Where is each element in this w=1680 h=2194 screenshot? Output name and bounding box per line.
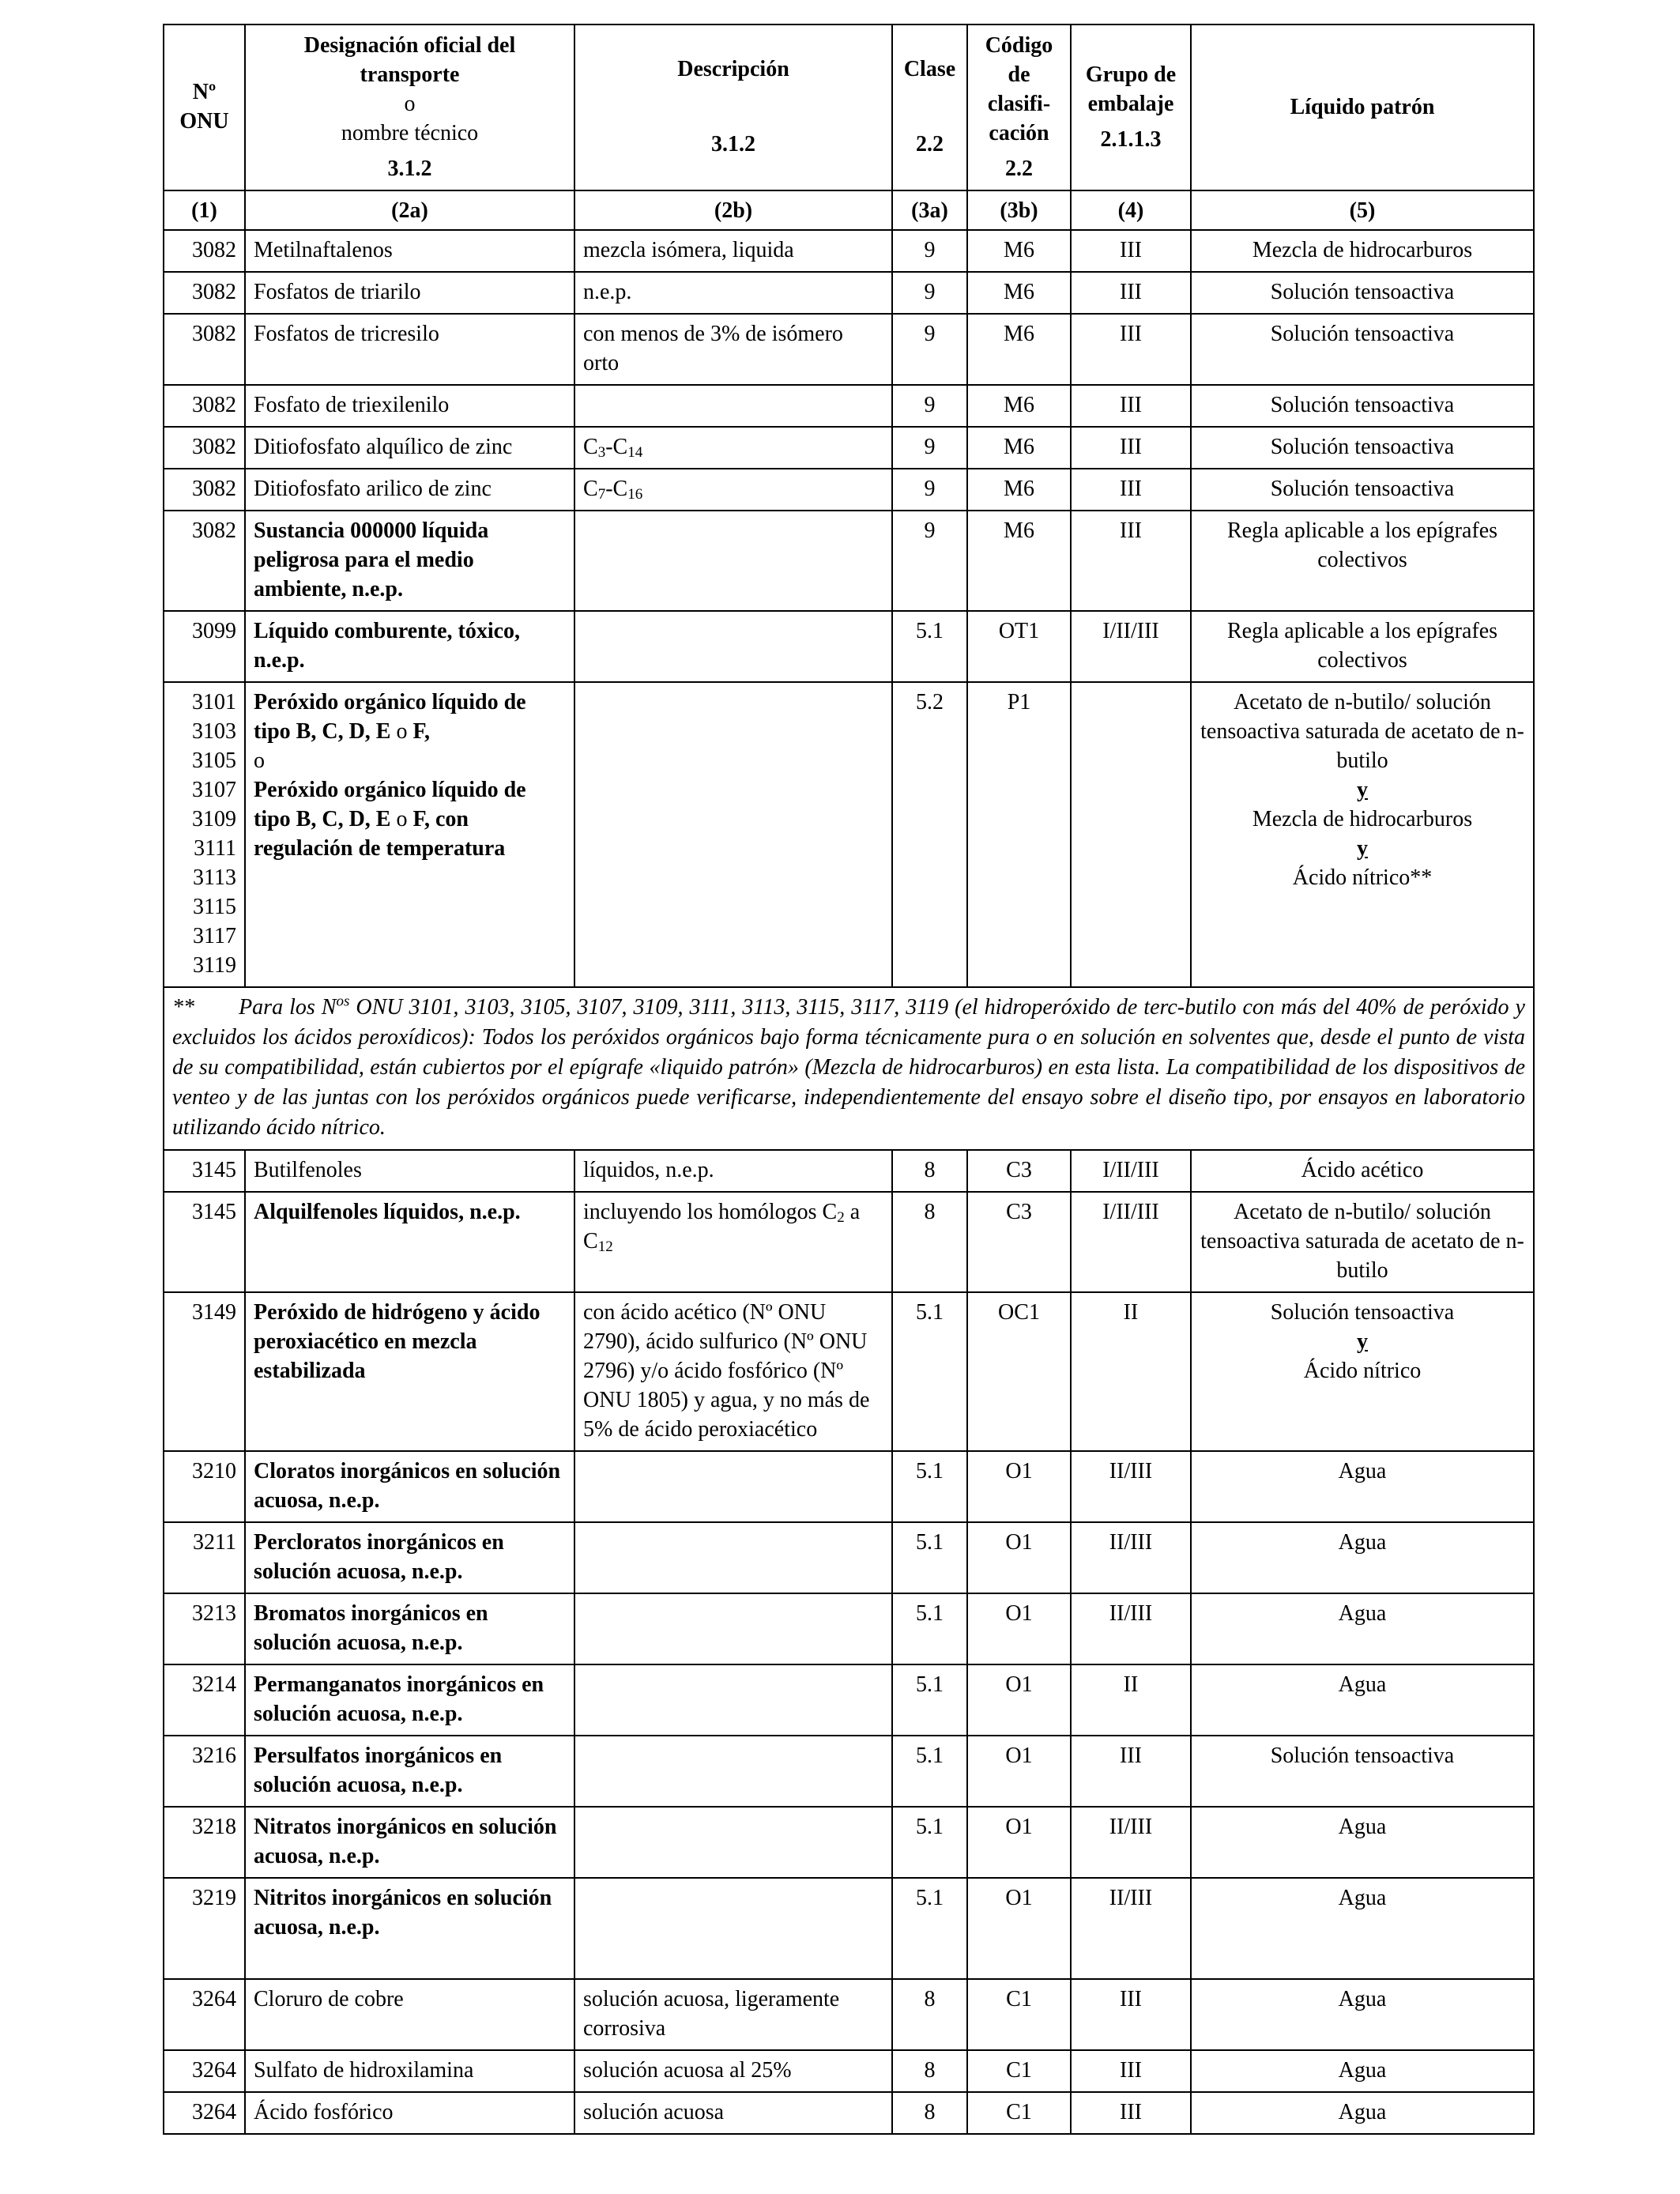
class-cell: 9	[892, 385, 967, 427]
onu-cell: 3211	[164, 1522, 245, 1593]
code-cell: C3	[967, 1192, 1071, 1292]
name-cell: Fosfatos de triarilo	[245, 272, 574, 314]
liquid-cell: Agua	[1191, 1979, 1534, 2050]
code-cell: C1	[967, 1979, 1071, 2050]
liquid-cell: Acetato de n-butilo/ solución tensoactiva saturada de acetato de n-butilo y Mezcla de hidrocarburos y Ácido nítrico**	[1191, 682, 1534, 987]
col-number: (5)	[1191, 190, 1534, 230]
description-cell: mezcla isómera, liquida	[574, 230, 892, 272]
description-cell	[574, 1593, 892, 1664]
table-row	[164, 1451, 1534, 1522]
description-cell	[574, 1878, 892, 1979]
group-cell: I/II/III	[1071, 611, 1191, 682]
name-cell: Percloratos inorgánicos en solución acuosa, n.e.p.	[245, 1522, 574, 1593]
code-cell: M6	[967, 272, 1071, 314]
class-cell: 9	[892, 314, 967, 385]
header-reference-liquid: Líquido patrón	[1191, 25, 1534, 190]
onu-cell: 3082	[164, 230, 245, 272]
name-cell: Líquido comburente, tóxico, n.e.p.	[245, 611, 574, 682]
onu-cell: 3264	[164, 2050, 245, 2092]
group-cell: II	[1071, 1664, 1191, 1736]
table-row	[164, 2050, 1534, 2092]
class-cell: 5.1	[892, 1522, 967, 1593]
class-cell: 5.1	[892, 1292, 967, 1451]
code-cell: O1	[967, 1878, 1071, 1979]
group-cell: III	[1071, 427, 1191, 469]
table-row	[164, 1593, 1534, 1664]
liquid-cell: Agua	[1191, 1878, 1534, 1979]
group-cell: II	[1071, 1292, 1191, 1451]
code-cell: M6	[967, 385, 1071, 427]
table-row	[164, 511, 1534, 611]
name-cell: Cloruro de cobre	[245, 1979, 574, 2050]
class-cell: 9	[892, 230, 967, 272]
description-cell	[574, 611, 892, 682]
name-cell: Sulfato de hidroxilamina	[245, 2050, 574, 2092]
group-cell: III	[1071, 1979, 1191, 2050]
description-cell: solución acuosa, ligeramente corrosiva	[574, 1979, 892, 2050]
name-cell: Cloratos inorgánicos en solución acuosa, n.e.p.	[245, 1451, 574, 1522]
table-row	[164, 682, 1534, 987]
col-number: (2a)	[245, 190, 574, 230]
table-row	[164, 1736, 1534, 1807]
class-cell: 8	[892, 2092, 967, 2134]
class-cell: 5.1	[892, 1878, 967, 1979]
table-row	[164, 469, 1534, 511]
table-row	[164, 385, 1534, 427]
class-cell: 5.1	[892, 1451, 967, 1522]
code-cell: M6	[967, 230, 1071, 272]
liquid-cell: Solución tensoactiva	[1191, 1736, 1534, 1807]
name-cell: Alquilfenoles líquidos, n.e.p.	[245, 1192, 574, 1292]
table-row	[164, 1522, 1534, 1593]
col-number: (2b)	[574, 190, 892, 230]
table-row	[164, 230, 1534, 272]
class-cell: 9	[892, 511, 967, 611]
onu-cell: 3210	[164, 1451, 245, 1522]
group-cell: III	[1071, 469, 1191, 511]
description-cell: solución acuosa	[574, 2092, 892, 2134]
group-cell: III	[1071, 385, 1191, 427]
group-cell	[1071, 682, 1191, 987]
onu-cell: 3101 3103 3105 3107 3109 3111 3113 3115 3117 3119	[164, 682, 245, 987]
group-cell: II/III	[1071, 1878, 1191, 1979]
onu-cell: 3082	[164, 469, 245, 511]
header-packing-group: Grupo de embalaje 2.1.1.3	[1071, 25, 1191, 190]
code-cell: P1	[967, 682, 1071, 987]
group-cell: III	[1071, 2092, 1191, 2134]
liquid-cell: Solución tensoactiva	[1191, 469, 1534, 511]
description-cell: solución acuosa al 25%	[574, 2050, 892, 2092]
name-cell: Ditiofosfato arilico de zinc	[245, 469, 574, 511]
liquid-cell: Regla aplicable a los epígrafes colectivos	[1191, 511, 1534, 611]
table-row	[164, 1979, 1534, 2050]
onu-cell: 3214	[164, 1664, 245, 1736]
description-cell	[574, 1451, 892, 1522]
group-cell: II/III	[1071, 1522, 1191, 1593]
table-row	[164, 272, 1534, 314]
description-cell	[574, 1807, 892, 1878]
class-cell: 8	[892, 2050, 967, 2092]
header-row	[164, 25, 1534, 190]
description-cell	[574, 682, 892, 987]
table-row	[164, 1192, 1534, 1292]
description-cell	[574, 385, 892, 427]
liquid-cell: Acetato de n-butilo/ solución tensoactiva saturada de acetato de n-butilo	[1191, 1192, 1534, 1292]
group-cell: II/III	[1071, 1593, 1191, 1664]
table-row	[164, 1292, 1534, 1451]
class-cell: 9	[892, 272, 967, 314]
name-cell: Fosfato de triexilenilo	[245, 385, 574, 427]
onu-cell: 3082	[164, 427, 245, 469]
group-cell: III	[1071, 230, 1191, 272]
name-cell: Metilnaftalenos	[245, 230, 574, 272]
description-cell: $C_7-C_{16}$	[574, 469, 892, 511]
group-cell: I/II/III	[1071, 1150, 1191, 1192]
onu-cell: 3082	[164, 272, 245, 314]
code-cell: OC1	[967, 1292, 1071, 1451]
group-cell: III	[1071, 272, 1191, 314]
code-cell: O1	[967, 1593, 1071, 1664]
group-cell: III	[1071, 1736, 1191, 1807]
table-row	[164, 1150, 1534, 1192]
liquid-cell: Regla aplicable a los epígrafes colectivos	[1191, 611, 1534, 682]
class-cell: 9	[892, 427, 967, 469]
table-row	[164, 427, 1534, 469]
liquid-cell: Solución tensoactiva	[1191, 272, 1534, 314]
group-cell: II/III	[1071, 1807, 1191, 1878]
liquid-cell: Mezcla de hidrocarburos	[1191, 230, 1534, 272]
class-cell: 5.1	[892, 1736, 967, 1807]
code-cell: O1	[967, 1451, 1071, 1522]
table-row	[164, 2092, 1534, 2134]
footnote-row	[164, 987, 1534, 1150]
liquid-cell: Agua	[1191, 1807, 1534, 1878]
description-cell: con ácido acético (Nº ONU 2790), ácido sulfurico (Nº ONU 2796) y/o ácido fosfórico (Nº ONU 1805) y agua, y no más de 5% de ácido peroxiacético	[574, 1292, 892, 1451]
onu-cell: 3219	[164, 1878, 245, 1979]
group-cell: II/III	[1071, 1451, 1191, 1522]
header-description: Descripción 3.1.2	[574, 25, 892, 190]
description-cell	[574, 1736, 892, 1807]
liquid-cell: Solución tensoactiva	[1191, 314, 1534, 385]
col-number: (3a)	[892, 190, 967, 230]
header-onu: Nº ONU	[164, 25, 245, 190]
liquid-cell: Agua	[1191, 2092, 1534, 2134]
onu-cell: 3145	[164, 1150, 245, 1192]
column-numbers-row	[164, 190, 1534, 230]
liquid-cell: Agua	[1191, 2050, 1534, 2092]
code-cell: OT1	[967, 611, 1071, 682]
liquid-cell: Agua	[1191, 1593, 1534, 1664]
col-number: (3b)	[967, 190, 1071, 230]
onu-cell: 3264	[164, 1979, 245, 2050]
name-cell: Ditiofosfato alquílico de zinc	[245, 427, 574, 469]
name-cell: Bromatos inorgánicos en solución acuosa, n.e.p.	[245, 1593, 574, 1664]
onu-cell: 3082	[164, 511, 245, 611]
description-cell	[574, 1522, 892, 1593]
class-cell: 8	[892, 1192, 967, 1292]
onu-cell: 3218	[164, 1807, 245, 1878]
header-designation: Designación oficial del transporte o nombre técnico 3.1.2	[245, 25, 574, 190]
class-cell: 8	[892, 1150, 967, 1192]
name-cell: Nitritos inorgánicos en solución acuosa, n.e.p.	[245, 1878, 574, 1979]
liquid-cell: Ácido acético	[1191, 1150, 1534, 1192]
col-number: (1)	[164, 190, 245, 230]
code-cell: M6	[967, 314, 1071, 385]
code-cell: C3	[967, 1150, 1071, 1192]
onu-cell: 3264	[164, 2092, 245, 2134]
name-cell: Fosfatos de tricresilo	[245, 314, 574, 385]
name-cell: Persulfatos inorgánicos en solución acuosa, n.e.p.	[245, 1736, 574, 1807]
liquid-cell: Agua	[1191, 1522, 1534, 1593]
header-class: Clase 2.2	[892, 25, 967, 190]
description-cell: incluyendo los homólogos $C_2$ a $C_{12}$	[574, 1192, 892, 1292]
liquid-cell: Solución tensoactiva	[1191, 385, 1534, 427]
code-cell: M6	[967, 511, 1071, 611]
table-row	[164, 1664, 1534, 1736]
group-cell: III	[1071, 511, 1191, 611]
code-cell: C1	[967, 2092, 1071, 2134]
name-cell: Sustancia 000000 líquida peligrosa para el medio ambiente, n.e.p.	[245, 511, 574, 611]
name-cell: Peróxido orgánico líquido de tipo B, C, D, E o F, o Peróxido orgánico líquido de tipo B, C, D, E o F, con regulación de temperatura	[245, 682, 574, 987]
group-cell: I/II/III	[1071, 1192, 1191, 1292]
class-cell: 5.1	[892, 1807, 967, 1878]
description-cell	[574, 1664, 892, 1736]
onu-cell: 3145	[164, 1192, 245, 1292]
code-cell: O1	[967, 1807, 1071, 1878]
table-row	[164, 1807, 1534, 1878]
footnote: ** Para los $N^{os}$ ONU 3101, 3103, 3105, 3107, 3109, 3111, 3113, 3115, 3117, 3119 (el hidroperóxido de terc-butilo con más del 40% de peróxido y excluidos los ácidos peroxídicos): Todos los peróxidos orgánicos bajo forma técnicamente pura o en solución en solventes que, desde el punto de vista de su compatibilidad, están cubiertos por el epígrafe «liquido patrón» (Mezcla de hidrocarburos) en esta lista. La compatibilidad de los dispositivos de venteo y de las juntas con los peróxidos orgánicos puede verificarse, independientemente del ensayo sobre el diseño tipo, por ensayos en laboratorio utilizando ácido nítrico.	[164, 987, 1534, 1150]
name-cell: Nitratos inorgánicos en solución acuosa, n.e.p.	[245, 1807, 574, 1878]
onu-cell: 3216	[164, 1736, 245, 1807]
onu-cell: 3213	[164, 1593, 245, 1664]
description-cell: n.e.p.	[574, 272, 892, 314]
description-cell: $C_3-C_{14}$	[574, 427, 892, 469]
description-cell	[574, 511, 892, 611]
liquid-cell: Agua	[1191, 1664, 1534, 1736]
code-cell: M6	[967, 427, 1071, 469]
class-cell: 5.2	[892, 682, 967, 987]
table-row	[164, 611, 1534, 682]
name-cell: Permanganatos inorgánicos en solución acuosa, n.e.p.	[245, 1664, 574, 1736]
class-cell: 5.1	[892, 1593, 967, 1664]
liquid-cell: Agua	[1191, 1451, 1534, 1522]
code-cell: O1	[967, 1522, 1071, 1593]
class-cell: 5.1	[892, 1664, 967, 1736]
table-row	[164, 314, 1534, 385]
description-cell: con menos de 3% de isómero orto	[574, 314, 892, 385]
name-cell: Peróxido de hidrógeno y ácido peroxiacético en mezcla estabilizada	[245, 1292, 574, 1451]
description-cell: líquidos, n.e.p.	[574, 1150, 892, 1192]
onu-cell: 3082	[164, 385, 245, 427]
class-cell: 9	[892, 469, 967, 511]
code-cell: O1	[967, 1736, 1071, 1807]
dangerous-goods-table	[163, 24, 1535, 2135]
name-cell: Ácido fosfórico	[245, 2092, 574, 2134]
code-cell: O1	[967, 1664, 1071, 1736]
liquid-cell: Solución tensoactiva	[1191, 427, 1534, 469]
table-row	[164, 1878, 1534, 1979]
class-cell: 8	[892, 1979, 967, 2050]
col-number: (4)	[1071, 190, 1191, 230]
name-cell: Butilfenoles	[245, 1150, 574, 1192]
code-cell: M6	[967, 469, 1071, 511]
group-cell: III	[1071, 2050, 1191, 2092]
group-cell: III	[1071, 314, 1191, 385]
liquid-cell: Solución tensoactiva y Ácido nítrico	[1191, 1292, 1534, 1451]
onu-cell: 3149	[164, 1292, 245, 1451]
code-cell: C1	[967, 2050, 1071, 2092]
class-cell: 5.1	[892, 611, 967, 682]
onu-cell: 3082	[164, 314, 245, 385]
onu-cell: 3099	[164, 611, 245, 682]
header-classification-code: Código de clasifi- cación 2.2	[967, 25, 1071, 190]
